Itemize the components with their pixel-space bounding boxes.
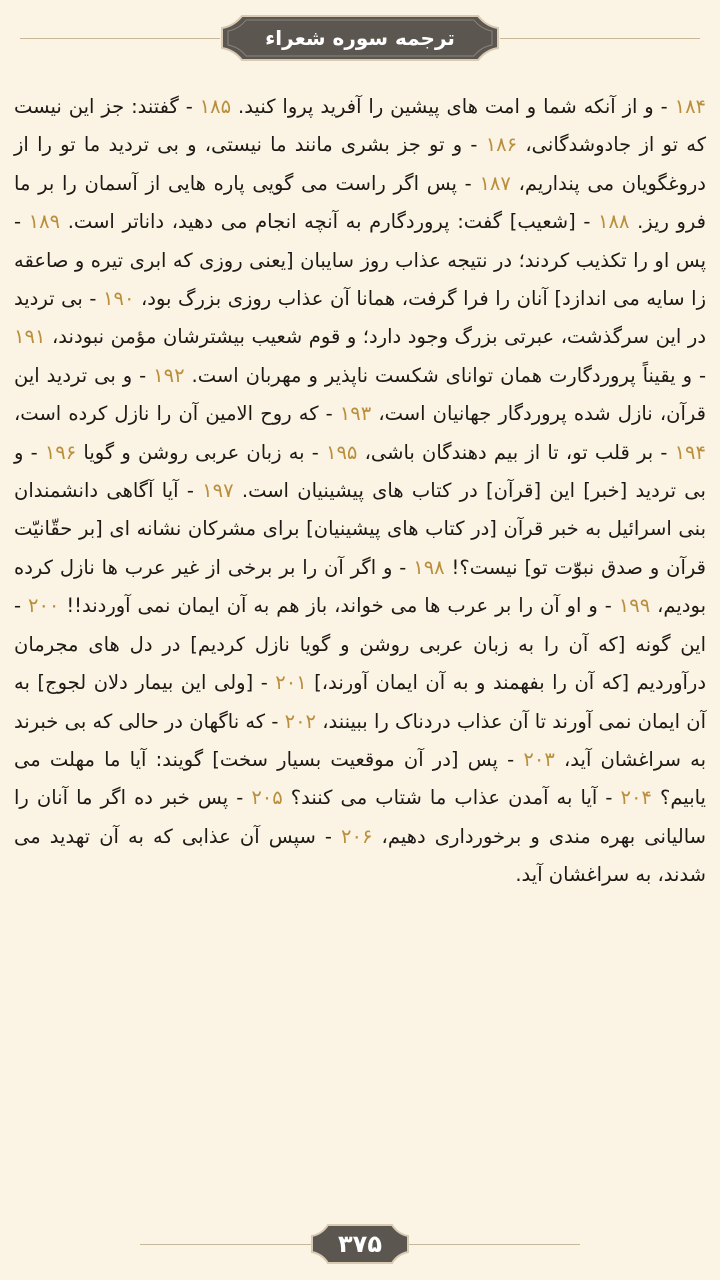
verse-text: - پس [در آن موقعیت بسیار سخت] گویند: آیا ما مهلت می یابیم؟ xyxy=(14,747,706,810)
verse-text: - و بی تردید این قرآن، نازل شده پروردگار جهانیان است، xyxy=(14,363,706,426)
verse-text: - آیا آگاهی دانشمندان بنی اسرائیل به خبر قرآن [در کتاب های پیشینیان] برای مشرکان نشانه ای [بر حقّانیّت قرآن و صدق نبوّت تو] نیست؟! xyxy=(14,479,706,579)
verse-text: - این گونه [که آن را به زبان عربی روشن و گویا نازل کردیم] در دل های مجرمان درآوردیم [که آن را بفهمند و به آن ایمان آورند،] xyxy=(14,594,706,695)
verse-number: ۲۰۵ xyxy=(251,786,283,810)
verse-number: ۱۹۱ xyxy=(14,325,46,349)
verse-number: ۱۹۲ xyxy=(153,363,185,387)
translation-text xyxy=(14,88,706,895)
verse-text: - و اگر آن را بر برخی از غیر عرب ها نازل کرده بودیم، xyxy=(14,555,706,618)
verse-number: ۲۰۴ xyxy=(620,786,652,810)
surah-title-badge xyxy=(220,14,500,62)
verse-number: ۱۸۴ xyxy=(674,95,707,118)
page-number-badge xyxy=(310,1222,410,1266)
verse-number: ۱۸۹ xyxy=(28,210,61,234)
verse-number: ۱۸۸ xyxy=(598,210,630,234)
verse-text: - گفتند: جز این نیست که تو از جادوشدگانی، xyxy=(14,95,706,157)
surah-title: ترجمه سوره شعراء xyxy=(265,26,455,50)
verse-text: - بی تردید در این سرگذشت، عبرتی بزرگ وجود دارد؛ و قوم شعیب بیشترشان مؤمن نبودند، xyxy=(14,287,706,349)
verse-text: - [شعیب] گفت: پروردگارم به آنچه انجام می دهید، داناتر است. xyxy=(60,210,599,234)
verse-number: ۱۹۴ xyxy=(674,440,706,464)
verse-text: - به زبان عربی روشن و گویا xyxy=(76,440,326,464)
verse-number: ۱۹۰ xyxy=(103,287,135,311)
footer-divider-left xyxy=(140,1244,315,1245)
verse-text: - و او آن را بر عرب ها می خواند، باز هم به آن ایمان نمی آوردند!! xyxy=(59,594,619,618)
verse-number: ۱۹۸ xyxy=(413,555,445,579)
verse-text: - سپس آن عذابی که به آن تهدید می شدند، به سراغشان آید. xyxy=(14,824,706,887)
verse-text: - و تو جز بشری مانند ما نیستی، و بی تردید ما تو را از دروغگویان می پنداریم، xyxy=(14,133,706,195)
verse-number: ۲۰۰ xyxy=(27,594,60,618)
verse-number: ۱۸۶ xyxy=(485,133,518,157)
verse-number: ۲۰۳ xyxy=(523,747,555,771)
verse-text: - پس خبر ده اگر ما آنان را سالیانی بهره مندی و برخورداری دهیم، xyxy=(14,786,706,848)
verse-number: ۱۹۷ xyxy=(202,479,234,503)
verse-text: - و یقیناً پروردگارت همان توانای شکست ناپذیر و مهربان است. xyxy=(184,363,706,387)
verse-text: - آیا به آمدن عذاب ما شتاب می کنند؟ xyxy=(282,786,621,810)
verse-text: - و بی تردید [خبر] این [قرآن] در کتاب های پیشینیان است. xyxy=(14,440,706,503)
verse-number: ۱۸۵ xyxy=(199,95,232,118)
verse-text: - که ناگهان در حالی که بی خبرند به سراغشان آید، xyxy=(14,709,706,771)
verse-number: ۲۰۲ xyxy=(284,709,317,733)
verse-text: - که روح الامین آن را نازل کرده است، xyxy=(14,402,340,426)
verse-number: ۱۹۳ xyxy=(339,402,372,426)
verse-number: ۲۰۱ xyxy=(275,671,307,695)
header-divider-right xyxy=(500,38,700,39)
header-divider-left xyxy=(20,38,220,39)
page-number: ۳۷۵ xyxy=(338,1230,382,1258)
verse-text: - [ولی این بیمار دلان لجوج] به آن ایمان نمی آورند تا آن عذاب دردناک را ببینند، xyxy=(14,671,706,733)
verse-number: ۱۹۹ xyxy=(618,594,651,618)
verse-text: - و از آنکه شما و امت های پیشین را آفرید پروا کنید. xyxy=(231,95,675,118)
verse-number: ۱۹۶ xyxy=(44,440,77,464)
verse-number: ۱۸۷ xyxy=(479,171,511,195)
verse-text: - بر قلب تو، تا از بیم دهندگان باشی، xyxy=(357,440,675,464)
verse-number: ۲۰۶ xyxy=(341,824,373,848)
verse-text: - پس اگر راست می گویی پاره هایی از آسمان را بر ما فرو ریز. xyxy=(14,171,706,234)
verse-text: - پس او را تکذیب کردند؛ در نتیجه عذاب روز سایبان [یعنی روزی که ابری تیره و صاعقه زا سایه می اندازد] آنان را فرا گرفت، همانا آن عذاب روزی بزرگ بود، xyxy=(14,210,706,311)
verse-number: ۱۹۵ xyxy=(325,440,358,464)
footer-divider-right xyxy=(405,1244,580,1245)
